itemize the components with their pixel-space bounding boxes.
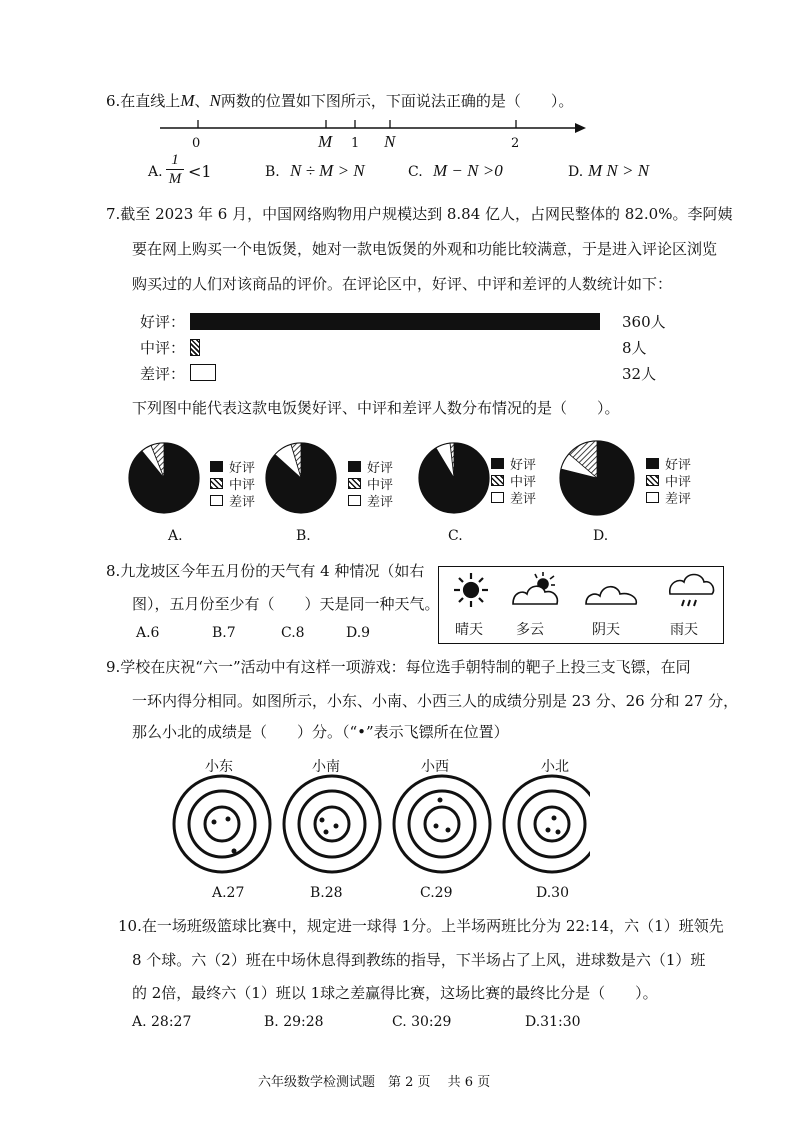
rain-icon <box>670 575 714 607</box>
q9-option-d: D.30 <box>536 885 569 901</box>
legend-label: 中评 <box>229 478 256 493</box>
legend-label: 好评 <box>510 458 537 473</box>
q8-option-c: C.8 <box>281 625 305 641</box>
pie-label-d: D. <box>593 528 609 544</box>
pie-options <box>120 438 680 518</box>
rating-count-good: 360人 <box>622 313 666 331</box>
q6-option-d-expr: M N > N <box>588 161 650 180</box>
pie-b <box>266 443 336 513</box>
q6-sep: 、 <box>194 92 210 110</box>
weather-label-sunny: 晴天 <box>455 622 483 638</box>
player-north: 小北 <box>541 759 569 775</box>
pie-a <box>129 443 199 513</box>
player-east: 小东 <box>205 759 233 775</box>
legend-label: 差评 <box>510 492 537 507</box>
rating-label-bad: 差评： <box>140 365 186 383</box>
pie-label-b: B. <box>296 528 311 544</box>
q6-option-a-fraction <box>166 152 184 188</box>
q7-line-2: 要在网上购买一个电饭煲，她对一款电饭煲的外观和功能比较满意，于是进入评论区浏览 <box>132 240 718 258</box>
rating-label-mid: 中评： <box>140 339 186 357</box>
swatch-mid <box>491 475 504 486</box>
swatch-mid <box>646 475 659 486</box>
page-footer: 六年级数学检测试题 第 2 页 共 6 页 <box>258 1075 491 1090</box>
swatch-good <box>646 458 659 469</box>
pie-label-a: A. <box>168 528 183 544</box>
q7-line-3: 购买过的人们对该商品的评价。在评论区中，好评、中评和差评的人数统计如下： <box>132 275 673 293</box>
q6-option-b-label: B. <box>265 164 280 180</box>
q9-option-a: A.27 <box>212 885 245 901</box>
q9-option-c: C.29 <box>420 885 453 901</box>
q6-option-a-label: A. <box>148 164 163 180</box>
bar-bad <box>190 364 216 381</box>
legend-label: 中评 <box>665 475 692 490</box>
q10-line-2: 8 个球。六（2）班在中场休息得到教练的指导，下半场占了上风，进球数是六（1）班 <box>132 951 706 969</box>
q10-option-a: A. 28:27 <box>132 1014 192 1030</box>
swatch-bad <box>210 495 223 506</box>
pie-d <box>560 441 634 515</box>
dartboard-north <box>504 776 590 872</box>
q10-option-d: D.31:30 <box>525 1014 581 1030</box>
cloud-icon <box>586 587 636 604</box>
legend-a-bad <box>210 491 255 510</box>
sun-icon <box>454 573 488 607</box>
legend-c-bad <box>491 488 536 507</box>
tick-1: 1 <box>351 136 360 151</box>
number-line <box>150 118 590 158</box>
legend-b-bad <box>348 491 393 510</box>
dartboard-east <box>174 776 270 872</box>
legend-label: 中评 <box>367 478 394 493</box>
q10-option-c: C. 30:29 <box>392 1014 452 1030</box>
rating-label-good: 好评： <box>140 313 186 331</box>
q8-option-d: D.9 <box>346 625 371 641</box>
swatch-mid <box>210 478 223 489</box>
q9-line-1: 9.学校在庆祝“六一”活动中有这样一项游戏：每位选手朝特制的靶子上投三支飞镖，在同 <box>106 658 691 676</box>
player-south: 小南 <box>312 759 340 775</box>
q7-line-1: 7.截至 2023 年 6 月，中国网络购物用户规模达到 8.84 亿人，占网民整体的 82.0%。李阿姨 <box>106 205 733 223</box>
legend-d-bad <box>646 488 691 507</box>
q6-option-b-expr: N ÷ M > N <box>290 161 365 180</box>
rating-count-bad: 32人 <box>622 365 657 383</box>
q6-stem <box>106 90 573 112</box>
player-west: 小西 <box>421 759 449 775</box>
bar-good <box>190 313 600 330</box>
swatch-bad <box>491 492 504 503</box>
fraction-numerator: 1 <box>171 152 179 168</box>
tick-m: M <box>318 132 333 151</box>
dartboards <box>170 768 590 880</box>
q10-option-b: B. 29:28 <box>264 1014 324 1030</box>
weather-icons <box>440 568 722 614</box>
q10-line-3: 的 2倍，最终六（1）班以 1球之差赢得比赛，这场比赛的最终比分是（ ）。 <box>132 984 658 1002</box>
swatch-good <box>210 461 223 472</box>
q6-var-m: M <box>180 91 195 110</box>
pie-c <box>419 443 489 513</box>
fraction-denominator: M <box>168 171 182 187</box>
q6-option-d-label: D. <box>568 164 584 180</box>
legend-label: 中评 <box>510 475 537 490</box>
tick-2: 2 <box>511 136 520 151</box>
q10-line-1: 10.在一场班级篮球比赛中，规定进一球得 1分。上半场两班比分为 22:14，六（1）班领先 <box>118 917 724 935</box>
q6-option-a-rest: <1 <box>188 162 212 181</box>
weather-label-partly-cloudy: 多云 <box>516 622 544 638</box>
q9-option-b: B.28 <box>310 885 343 901</box>
q8-line-2: 图），五月份至少有（ ）天是同一种天气。 <box>132 595 440 613</box>
weather-label-rainy: 雨天 <box>670 622 698 638</box>
q7-prompt: 下列图中能代表这款电饭煲好评、中评和差评人数分布情况的是（ ）。 <box>132 399 620 417</box>
swatch-good <box>491 458 504 469</box>
weather-label-cloudy: 阴天 <box>592 622 620 638</box>
q6-option-c-expr: M − N >0 <box>433 161 503 180</box>
swatch-good <box>348 461 361 472</box>
legend-label: 好评 <box>229 461 256 476</box>
swatch-bad <box>646 492 659 503</box>
q6-var-n: N <box>209 91 221 110</box>
pie-label-c: C. <box>448 528 463 544</box>
legend-label: 差评 <box>229 495 256 510</box>
q9-line-2: 一环内得分相同。如图所示，小东、小南、小西三人的成绩分别是 23 分、26 分和 27 分， <box>132 692 739 710</box>
q6-stem-suffix: 两数的位置如下图所示，下面说法正确的是（ ）。 <box>220 92 574 110</box>
tick-n: N <box>384 132 396 151</box>
rating-count-mid: 8人 <box>622 339 647 357</box>
q9-line-3: 那么小北的成绩是（ ）分。（“•”表示飞镖所在位置） <box>132 723 509 741</box>
legend-label: 差评 <box>367 495 394 510</box>
tick-0: 0 <box>192 136 201 151</box>
q8-line-1: 8.九龙坡区今年五月份的天气有 4 种情况（如右 <box>106 562 425 580</box>
q6-stem-prefix: 6.在直线上 <box>106 92 181 110</box>
legend-label: 差评 <box>665 492 692 507</box>
q8-option-a: A.6 <box>136 625 160 641</box>
bar-mid <box>190 339 200 356</box>
dartboard-west <box>394 776 490 872</box>
q8-option-b: B.7 <box>212 625 236 641</box>
q6-option-c-label: C. <box>408 164 423 180</box>
dartboard-south <box>284 776 380 872</box>
legend-label: 好评 <box>665 458 692 473</box>
legend-label: 好评 <box>367 461 394 476</box>
swatch-bad <box>348 495 361 506</box>
partly-cloudy-icon <box>513 572 557 604</box>
swatch-mid <box>348 478 361 489</box>
